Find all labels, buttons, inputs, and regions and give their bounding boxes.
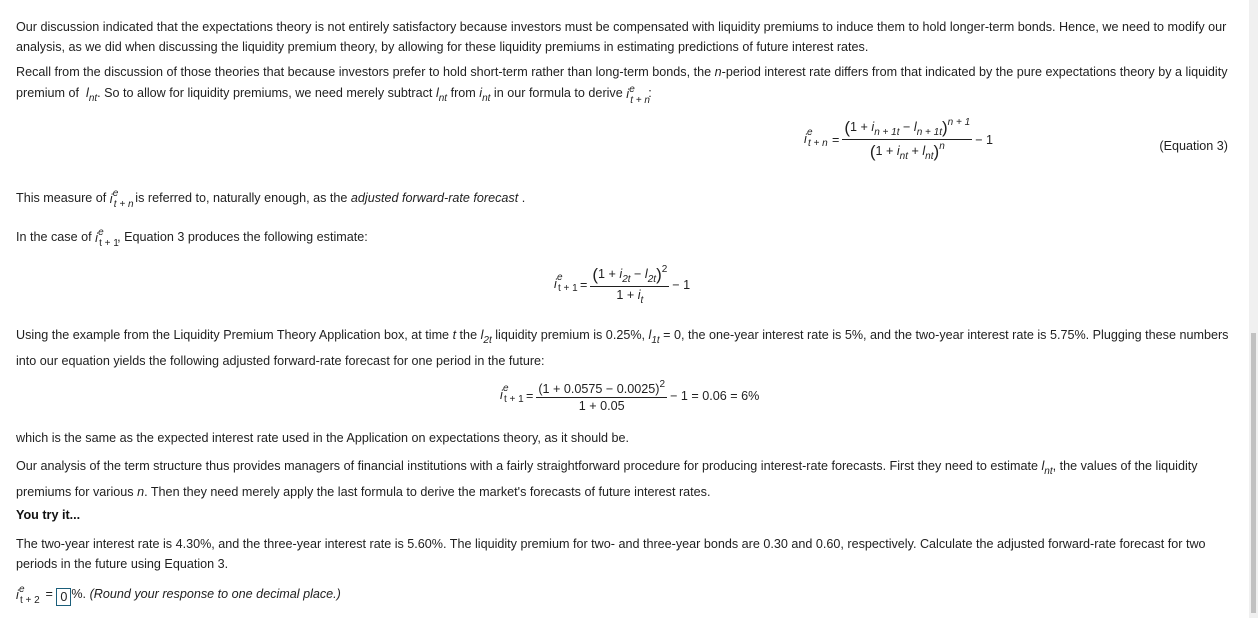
forecast-symbol: e i t + n xyxy=(109,188,134,210)
conclusion-paragraph: which is the same as the expected interest rate used in the Application on expectations theory, as it should be. xyxy=(16,431,630,445)
forecast-symbol: e i t + n xyxy=(626,84,650,106)
answer-input[interactable]: 0 xyxy=(56,588,71,606)
intro-paragraph: Our discussion indicated that the expectations theory is not entirely satisfactory because investors must be compensated with liquidity premiums to induce them to hold longer-term bonds. Hence, we need to modify our analysis, as we did when discussing the liquidity premium theory, by allowing for these liquidity premiums in estimating predictions of future interest rates. xyxy=(16,20,1227,54)
answer-line: e i t + 2 = 0 %. (Round your response to one decimal place.) xyxy=(16,584,341,606)
you-try-it-heading: You try it... xyxy=(16,508,81,522)
forecast-symbol: e i t + 1 xyxy=(554,272,578,294)
forecast-symbol: e i t + n xyxy=(804,126,828,149)
problem-paragraph: The two-year interest rate is 4.30%, and the three-year interest rate is 5.60%. The liquidity premium for two- and three-year bonds are 0.30 and 0.60, respectively. Calculate the adjusted forward-rate forecast for two periods in the future using Equation 3. xyxy=(16,537,1206,571)
forecast-symbol: e i t + 1 xyxy=(500,383,524,405)
equation-3-label: (Equation 3) xyxy=(1159,139,1228,153)
equation-numeric: e i t + 1 = $\frac{(1 + 0.0575 - 0.0025)^2}{1 + 0.05}$ − 1 = 0.06 = 6% xyxy=(500,379,760,413)
case-paragraph: In the case of e i t + 1 , Equation 3 produces the following estimate: xyxy=(16,227,368,249)
adjusted-forecast-paragraph: This measure of e i t + n is referred to, naturally enough, as the adjusted forward-rate forecast . xyxy=(16,188,526,210)
scrollbar-thumb[interactable] xyxy=(1251,333,1256,613)
liquidity-premium-paragraph: Recall from the discussion of those theories that because investors prefer to hold short-term rather than long-term bonds, the n-period interest rate differs from that indicated by the pure expectations theory by a liquidity premium of $l_{nt}$. So to allow for liquidity premiums, we need merely subtract $l_{nt}$ from $i_{nt}$ in our formula to derive e i t + n : xyxy=(16,65,1228,106)
forecast-symbol: e i t + 2 xyxy=(16,584,40,606)
rounding-instruction: (Round your response to one decimal place.) xyxy=(89,587,341,601)
equation-3-fraction: $\frac{(1 + i_{n + 1t} - l_{n + 1t})^{n + 1}}{(1 + i_{nt} + l_{nt})^n}$ xyxy=(844,117,971,162)
term-structure-paragraph: Our analysis of the term structure thus provides managers of financial institutions with a fairly straightforward procedure for producing interest-rate forecasts. First they need to estimate $l_{nt}$, the values of the liquidity premiums for various n. Then they need merely apply the last formula to derive the market's forecasts of future interest rates. xyxy=(16,459,1198,499)
equation-t-plus-1: e i t + 1 = $\frac{(1 + i_{2t} - l_{2t})^2}{1 + i_t}$ − 1 xyxy=(554,264,691,306)
example-paragraph: Using the example from the Liquidity Premium Theory Application box, at time t the $l_{2t}$ liquidity premium is 0.25%, $l_{1t} = 0$, the one-year interest rate is 5%, and the two-year interest rate is 5.75%. Plugging these numbers into our equation yields the following adjusted forward-rate forecast for one period in the future: xyxy=(16,328,1229,368)
vertical-scrollbar[interactable] xyxy=(1249,0,1258,618)
equation-3: e i t + n = $\frac{(1 + i_{n + 1t} - l_{n + 1t})^{n + 1}}{(1 + i_{nt} + l_{nt})^n}$ − 1 xyxy=(804,117,994,162)
forecast-symbol: e i t + 1 xyxy=(95,227,119,249)
